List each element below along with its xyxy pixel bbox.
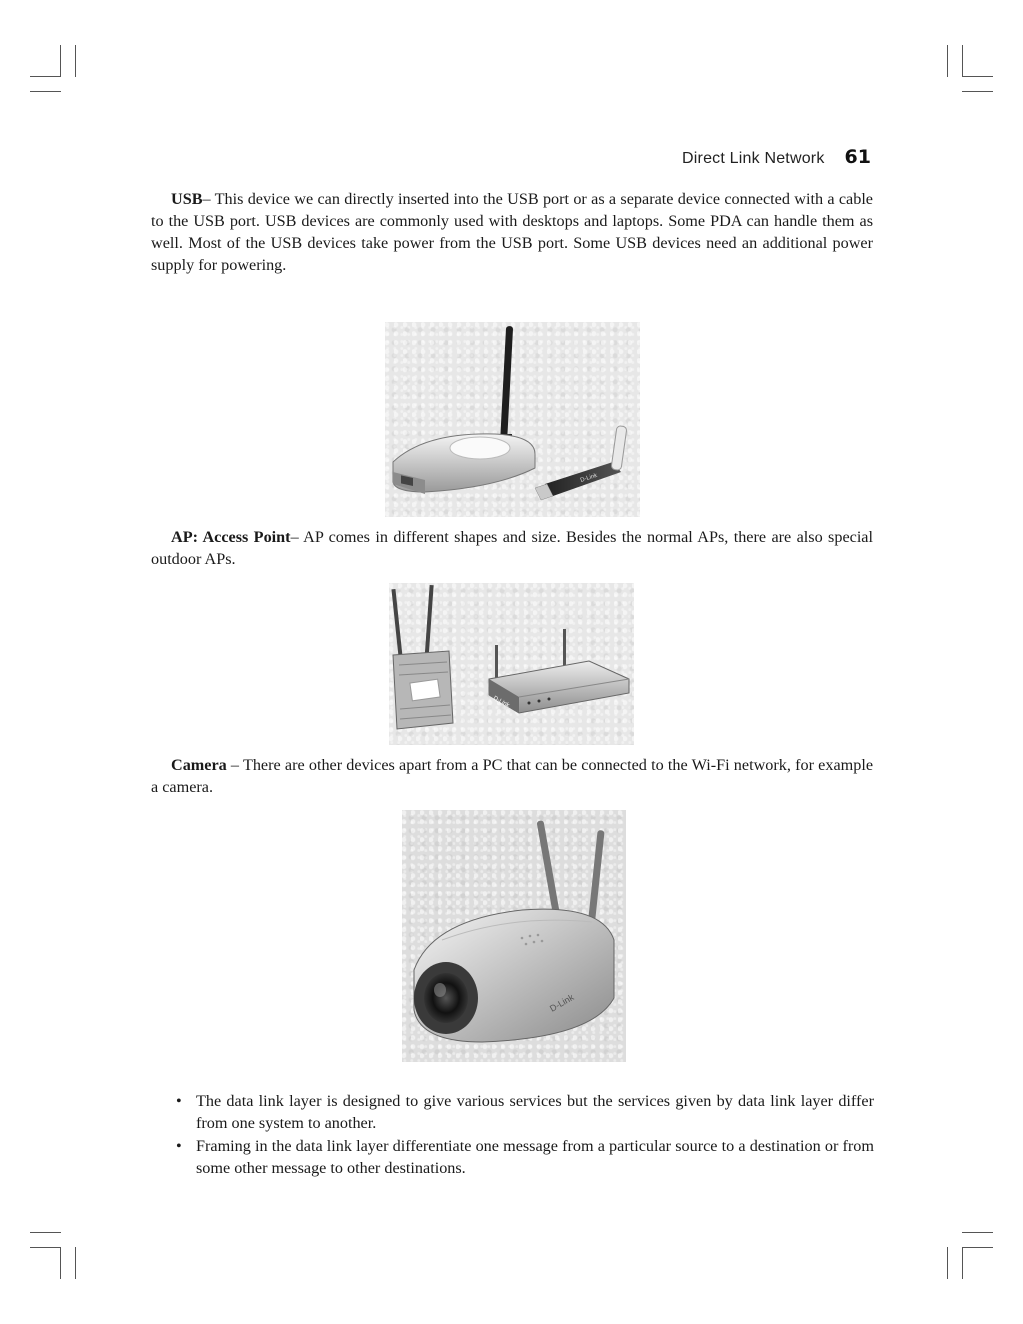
outdoor-ap-icon — [391, 585, 453, 729]
crop-mark — [962, 1247, 963, 1279]
bullet-text: Framing in the data link layer differentiate one message from a particular source to a destination or from some other message to other destinations. — [196, 1137, 874, 1177]
ip-camera-icon — [414, 909, 614, 1042]
camera-brand: D-Link — [548, 992, 576, 1014]
crop-mark — [30, 91, 61, 92]
crop-mark — [962, 45, 963, 77]
crop-mark — [962, 1247, 993, 1248]
crop-mark — [947, 45, 948, 77]
list-item — [172, 1135, 874, 1179]
crop-mark — [60, 1247, 61, 1279]
bullet-icon: • — [176, 1092, 182, 1110]
usb-stick-icon — [535, 426, 627, 500]
crop-mark — [30, 1247, 61, 1248]
usb-term: USB — [171, 190, 203, 208]
crop-mark — [947, 1247, 948, 1279]
crop-mark — [75, 1247, 76, 1279]
usb-devices-illustration — [385, 322, 640, 517]
crop-mark — [60, 45, 61, 77]
page-number: 61 — [844, 146, 871, 168]
running-header — [682, 146, 871, 168]
usb-stick-brand: D-Link — [579, 472, 599, 484]
camera-term: Camera — [171, 756, 227, 774]
list-item — [172, 1090, 874, 1134]
bullet-list — [172, 1090, 874, 1180]
crop-mark — [75, 45, 76, 77]
crop-mark — [962, 76, 993, 77]
antenna-icon — [500, 326, 513, 448]
header-title: Direct Link Network — [682, 150, 825, 167]
camera-text: – There are other devices apart from a PC that can be connected to the Wi-Fi network, for example a camera. — [151, 756, 873, 796]
usb-base-adapter-icon — [393, 434, 535, 494]
router-brand: D-Link — [492, 695, 511, 709]
camera-photo — [402, 810, 626, 1062]
usb-paragraph — [151, 188, 873, 276]
crop-mark — [30, 1232, 61, 1233]
camera-illustration — [402, 810, 626, 1062]
crop-mark — [30, 76, 61, 77]
access-points-photo — [389, 583, 634, 745]
ap-term: AP: Access Point — [171, 528, 291, 546]
bullet-text: The data link layer is designed to give various services but the services given by data link layer differ from one system to another. — [196, 1092, 874, 1132]
usb-devices-photo — [385, 322, 640, 517]
camera-paragraph — [151, 754, 873, 798]
access-points-illustration — [389, 583, 634, 745]
router-icon — [489, 629, 629, 713]
usb-text: – This device we can directly inserted into the USB port or as a separate device connected with a cable to the USB port. USB devices are commonly used with desktops and laptops. Some PDA can handle them as well. Most of the USB devices take power from the USB port. Some USB devices need an additional power supply for powering. — [151, 190, 873, 274]
ap-paragraph — [151, 526, 873, 570]
crop-mark — [962, 1232, 993, 1233]
crop-mark — [962, 91, 993, 92]
ap-text: – AP comes in different shapes and size. Besides the normal APs, there are also special outdoor APs. — [151, 528, 873, 568]
bullet-icon: • — [176, 1137, 182, 1155]
